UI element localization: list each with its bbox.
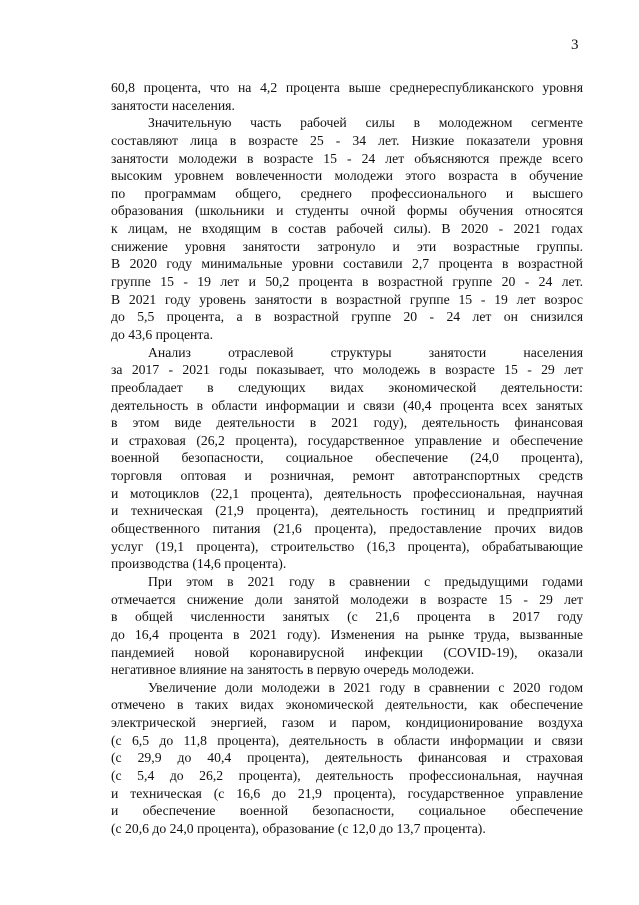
text-line: электрической энергией, газом и паром, кондиционирование воздуха [111,715,583,731]
text-line: Значительную часть рабочей силы в молодежном сегменте [148,115,583,131]
text-line: и техническая (с 16,6 до 21,9 процента), государственное управление [111,785,583,801]
text-line: за 2017 - 2021 годы показывает, что молодежь в возрасте 15 - 29 лет [111,362,583,378]
text-line: занятости населения. [111,97,235,113]
text-line: При этом в 2021 году в сравнении с предыдущими годами [148,573,583,589]
text-line: снижение уровня занятости затронуло и эти возрастные группы. [111,238,583,254]
text-line: преобладает в следующих видах экономической деятельности: [111,379,583,395]
text-line: пандемией новой коронавирусной инфекции (COVID-19), оказали [111,644,583,660]
text-line: и техническая (21,9 процента), деятельность гостиниц и предприятий [111,503,583,519]
paragraph [111,344,583,573]
text-line: (с 6,5 до 11,8 процента), деятельность в области информации и связи [111,732,583,748]
paragraph [111,573,583,679]
text-line: деятельность в области информации и связи (40,4 процента всех занятых [111,397,583,413]
text-line: производства (14,6 процента). [111,556,287,572]
paragraph [111,79,583,114]
text-line: высоким уровнем вовлеченности молодежи этого возраста в обучение [111,168,583,184]
paragraph [111,114,583,343]
text-line: по программам общего, среднего профессионального и высшего [111,185,583,201]
text-line: (с 20,6 до 24,0 процента), образование (с 12,0 до 13,7 процента). [111,820,486,836]
text-line: общественного питания (21,6 процента), предоставление прочих видов [111,521,583,537]
text-line: составляют лица в возрасте 25 - 34 лет. Низкие показатели уровня [111,132,583,148]
text-line: к лицам, не входящим в состав рабочей силы). В 2020 - 2021 годах [111,221,583,237]
text-line: и страховая (26,2 процента), государственное управление и обеспечение [111,432,583,448]
paragraph [111,679,583,838]
document-body [111,79,583,838]
text-line: 60,8 процента, что на 4,2 процента выше среднереспубликанского уровня [111,80,583,95]
text-line: (с 29,9 до 40,4 процента), деятельность финансовая и страховая [111,750,583,766]
text-line: отмечено в таких видах экономической деятельности, как обеспечение [111,697,583,713]
text-line: торговля оптовая и розничная, ремонт автотранспортных средств [111,468,583,484]
text-line: группе 15 - 19 лет и 50,2 процента в возрастной группе 20 - 24 лет. [111,274,583,290]
text-line: (с 5,4 до 26,2 процента), деятельность профессиональная, научная [111,767,583,783]
text-line: образования (школьники и студенты очной формы обучения относятся [111,203,583,219]
text-line: в этом виде деятельности в 2021 году), деятельность финансовая [111,415,583,431]
text-line: занятости молодежи в возрасте 15 - 24 лет объясняются прежде всего [111,150,583,166]
text-line: военной безопасности, социальное обеспечение (24,0 процента), [111,450,583,466]
text-line: и обеспечение военной безопасности, социальное обеспечение [111,803,583,819]
text-line: до 43,6 процента. [111,326,213,342]
text-line: в общей численности занятых (с 21,6 процента в 2017 году [111,609,583,625]
text-line: до 5,5 процента, а в возрастной группе 20 - 24 лет он снизился [111,309,583,325]
text-line: до 16,4 процента в 2021 году). Изменения на рынке труда, вызванные [111,626,583,642]
text-line: услуг (19,1 процента), строительство (16,3 процента), обрабатывающие [111,538,583,554]
text-line: Увеличение доли молодежи в 2021 году в сравнении с 2020 годом [148,679,583,695]
text-line: Анализ отраслевой структуры занятости населения [148,344,583,360]
text-line: негативное влияние на занятость в первую очередь молодежи. [111,662,475,678]
text-line: В 2020 году минимальные уровни составили 2,7 процента в возрастной [111,256,583,272]
text-line: и мотоциклов (22,1 процента), деятельность профессиональная, научная [111,485,583,501]
text-line: В 2021 году уровень занятости в возрастной группе 15 - 19 лет возрос [111,291,583,307]
text-line: отмечается снижение доли занятой молодежи в возрасте 15 - 29 лет [111,591,583,607]
page-number: 3 [571,37,579,53]
